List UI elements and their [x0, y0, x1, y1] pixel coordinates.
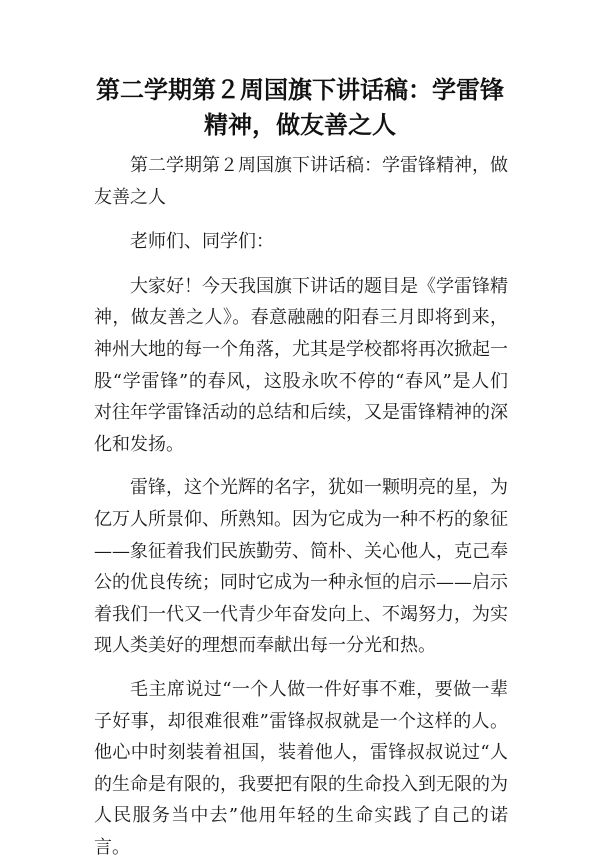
document-title: 第二学期第２周国旗下讲话稿：学雷锋精神，做友善之人: [96, 75, 504, 139]
body-paragraph-1: 大家好！今天我国旗下讲话的题目是《学雷锋精神，做友善之人》。春意融融的阳春三月即将到来，神州大地的每一个角落，尤其是学校都将再次掀起一股“学雷锋”的春风，这股永吹不停的“春风”是人们对往年学雷锋活动的总结和后续，又是雷锋精神的深化和发扬。: [94, 275, 508, 455]
subtitle-paragraph: 第二学期第２周国旗下讲话稿：学雷锋精神，做友善之人: [94, 155, 508, 208]
body-paragraph-2: 雷锋，这个光辉的名字，犹如一颗明亮的星，为亿万人所景仰、所熟知。因为它成为一种不朽的象征——象征着我们民族勤劳、简朴、关心他人，克己奉公的优良传统；同时它成为一种永恒的启示——启示着我们一代又一代青少年奋发向上、不竭努力，为实现人类美好的理想而奉献出每一分光和热。: [94, 477, 508, 657]
body-paragraph-3: 毛主席说过“一个人做一件好事不难，要做一辈子好事，却很难很难”雷锋叔叔就是一个这样的人。他心中时刻装着祖国，装着他人，雷锋叔叔说过“人的生命是有限的，我要把有限的生命投入到无限的为人民服务当中去”他用年轻的生命实践了自己的诺言。: [94, 678, 508, 858]
document-body: [94, 150, 508, 863]
greeting-paragraph: 老师们、同学们：: [130, 231, 274, 253]
